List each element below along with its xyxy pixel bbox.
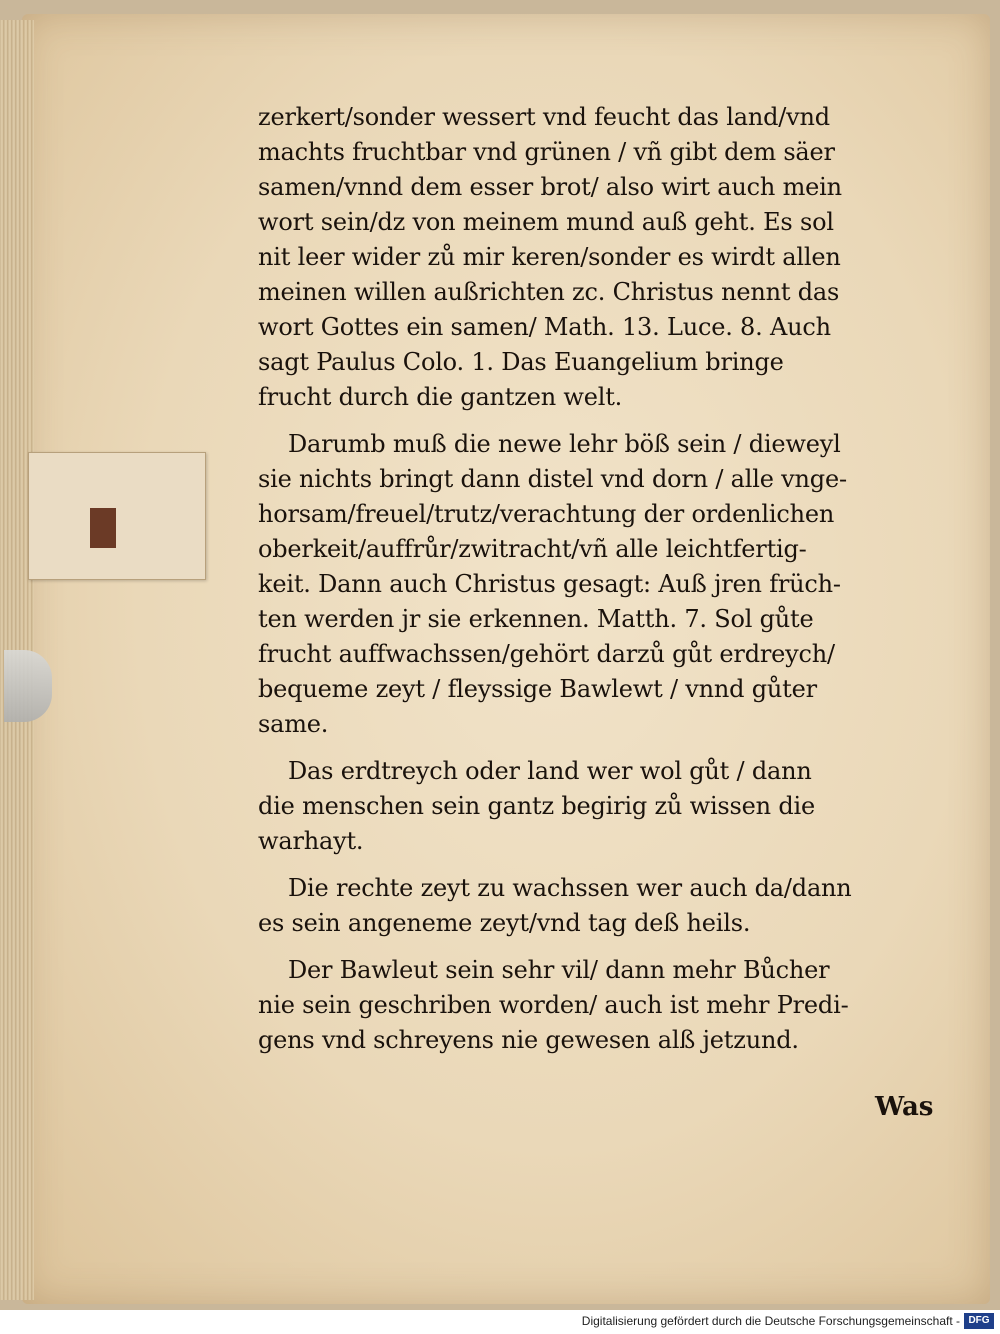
- text-line: wort sein/dz von meinem mund auß geht. Es sol: [258, 208, 834, 236]
- text-line: ten werden jr sie erkennen. Matth. 7. Sol gůte: [258, 605, 814, 633]
- paragraph-start: Das erdtreych oder land wer wol gůt / dann: [288, 757, 812, 785]
- footer-bar: [0, 1310, 1000, 1334]
- text-line: nit leer wider zů mir keren/sonder es wirdt allen: [258, 243, 841, 271]
- page-text: [258, 100, 946, 1058]
- text-line: nie sein geschriben worden/ auch ist mehr Predi-: [258, 991, 849, 1019]
- funding-notice: Digitalisierung gefördert durch die Deutsche Forschungsgemeinschaft -: [581, 1314, 960, 1328]
- text-line: gens vnd schreyens nie gewesen alß jetzund.: [258, 1026, 799, 1054]
- paper-tab: [28, 452, 206, 580]
- text-line: sagt Paulus Colo. 1. Das Euangelium bringe: [258, 348, 784, 376]
- text-line: sie nichts bringt dann distel vnd dorn / alle vnge-: [258, 465, 847, 493]
- text-line: frucht auffwachssen/gehört darzů gůt erdreych/: [258, 640, 835, 668]
- text-line: wort Gottes ein samen/ Math. 13. Luce. 8. Auch: [258, 313, 831, 341]
- text-line: bequeme zeyt / fleyssige Bawlewt / vnnd gůter: [258, 675, 817, 703]
- text-line: machts fruchtbar vnd grünen / vñ gibt dem säer: [258, 138, 835, 166]
- tab-mark: [90, 508, 116, 548]
- dfg-logo: DFG: [964, 1313, 994, 1329]
- catchword: Was: [875, 1092, 934, 1122]
- paragraph-start: Der Bawleut sein sehr vil/ dann mehr Bůcher: [288, 956, 830, 984]
- text-line: samen/vnnd dem esser brot/ also wirt auch mein: [258, 173, 842, 201]
- text-line: es sein angeneme zeyt/vnd tag deß heils.: [258, 909, 751, 937]
- text-line: frucht durch die gantzen welt.: [258, 383, 623, 411]
- text-line: same.: [258, 710, 329, 738]
- text-line: warhayt.: [258, 827, 364, 855]
- text-line: zerkert/sonder wessert vnd feucht das land/vnd: [258, 103, 830, 131]
- text-line: oberkeit/auffrůr/zwitracht/vñ alle leichtfertig-: [258, 535, 807, 563]
- text-line: keit. Dann auch Christus gesagt: Auß jren früch-: [258, 570, 841, 598]
- paragraph-start: Die rechte zeyt zu wachssen wer auch da/dann: [288, 874, 852, 902]
- text-line: horsam/freuel/trutz/verachtung der ordenlichen: [258, 500, 835, 528]
- paragraph-start: Darumb muß die newe lehr böß sein / dieweyl: [288, 430, 841, 458]
- text-line: die menschen sein gantz begirig zů wissen die: [258, 792, 815, 820]
- book-clip: [4, 650, 52, 722]
- text-line: meinen willen außrichten zc. Christus nennt das: [258, 278, 840, 306]
